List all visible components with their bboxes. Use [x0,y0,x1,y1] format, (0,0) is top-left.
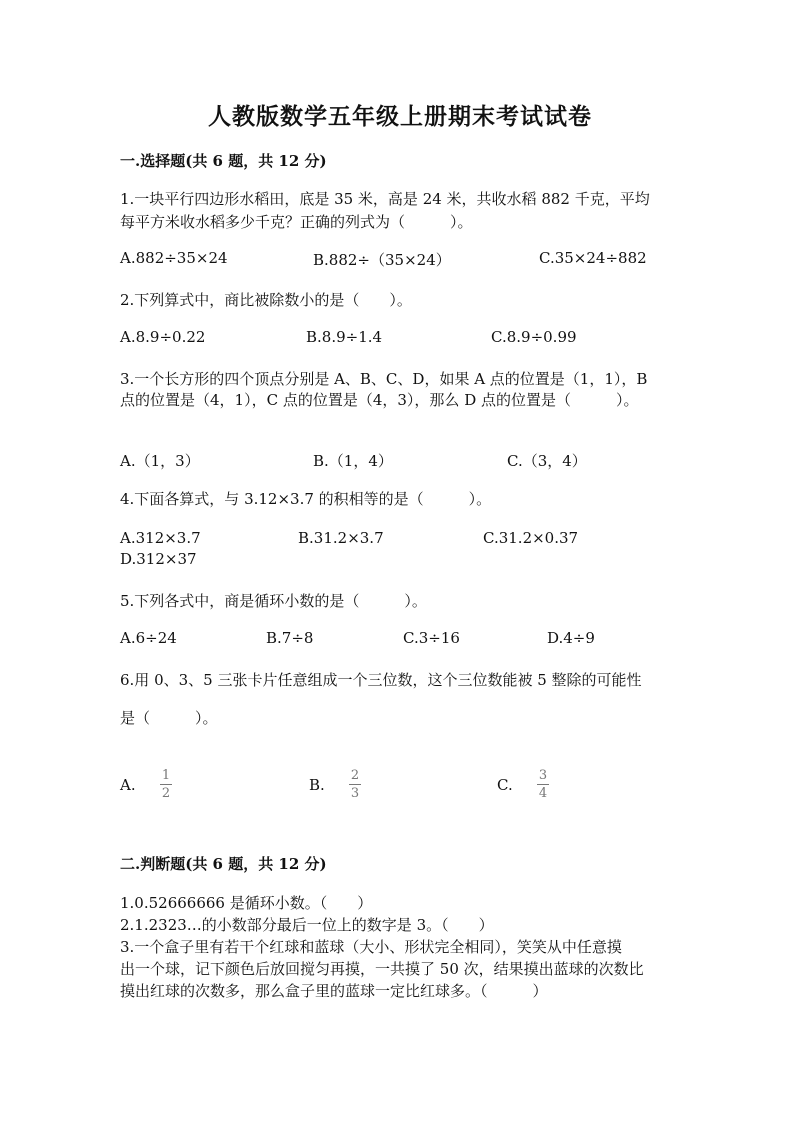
q5-option-b: B.7÷8 [266,629,314,647]
section2-heading: 二.判断题(共 6 题，共 12 分) [120,855,327,873]
q6-text-line2: 是（ ）。 [120,709,218,727]
s2-q3-text-line1: 3.一个盒子里有若干个红球和蓝球（大小、形状完全相同），笑笑从中任意摸 [120,938,622,956]
fraction-bar [349,784,361,785]
q3-text-line2: 点的位置是（4，1），C 点的位置是（4，3），那么 D 点的位置是（ ）。 [120,391,639,409]
q6-option-a-fraction [160,768,172,801]
fraction-numerator: 1 [161,768,171,783]
q6-option-c-label: C. [497,776,513,794]
q6-option-a-label: A. [120,776,136,794]
q6-option-c-fraction [537,768,549,801]
exam-title: 人教版数学五年级上册期末考试试卷 [208,103,592,130]
q5-text: 5.下列各式中，商是循环小数的是（ ）。 [120,592,427,610]
q4-option-d: D.312×37 [120,550,197,568]
q1-text-line1: 1.一块平行四边形水稻田，底是 35 米，高是 24 米，共收水稻 882 千克，平均 [120,190,650,208]
fraction-numerator: 3 [538,768,548,783]
q5-option-d: D.4÷9 [547,629,595,647]
q6-option-b-label: B. [309,776,325,794]
q3-option-a: A.（1，3） [120,452,200,470]
q6-text-line1: 6.用 0、3、5 三张卡片任意组成一个三位数，这个三位数能被 5 整除的可能性 [120,671,642,689]
q2-option-a: A.8.9÷0.22 [120,328,206,346]
s2-q3-text-line3: 摸出红球的次数多，那么盒子里的蓝球一定比红球多。（ ） [120,982,548,1000]
q1-option-b: B.882÷（35×24） [313,251,451,269]
q6-option-b-fraction [349,768,361,801]
s2-q3-text-line2: 出一个球，记下颜色后放回搅匀再摸，一共摸了 50 次，结果摸出蓝球的次数比 [120,960,644,978]
q2-option-c: C.8.9÷0.99 [491,328,577,346]
fraction-bar [537,784,549,785]
q1-option-c: C.35×24÷882 [539,249,647,267]
fraction-denominator: 4 [538,786,548,801]
fraction-denominator: 3 [350,786,360,801]
q2-text: 2.下列算式中，商比被除数小的是（ ）。 [120,291,412,309]
fraction-numerator: 2 [350,768,360,783]
q1-text-line2: 每平方米收水稻多少千克？正确的列式为（ ）。 [120,213,473,231]
q2-option-b: B.8.9÷1.4 [306,328,383,346]
s2-q1-text: 1.0.52666666 是循环小数。（ ） [120,894,373,912]
s2-q2-text: 2.1.2323…的小数部分最后一位上的数字是 3。（ ） [120,916,494,934]
q4-option-c: C.31.2×0.37 [483,529,579,547]
q5-option-c: C.3÷16 [403,629,460,647]
q3-option-b: B.（1，4） [313,452,393,470]
q1-option-a: A.882÷35×24 [120,249,228,267]
fraction-bar [160,784,172,785]
q3-text-line1: 3.一个长方形的四个顶点分别是 A、B、C、D，如果 A 点的位置是（1，1），B [120,370,648,388]
q3-option-c: C.（3，4） [507,452,587,470]
section1-heading: 一.选择题(共 6 题，共 12 分) [120,152,327,170]
q5-option-a: A.6÷24 [120,629,177,647]
q4-option-a: A.312×3.7 [120,529,201,547]
q4-text: 4.下面各算式，与 3.12×3.7 的积相等的是（ ）。 [120,490,492,508]
q4-option-b: B.31.2×3.7 [298,529,384,547]
fraction-denominator: 2 [161,786,171,801]
